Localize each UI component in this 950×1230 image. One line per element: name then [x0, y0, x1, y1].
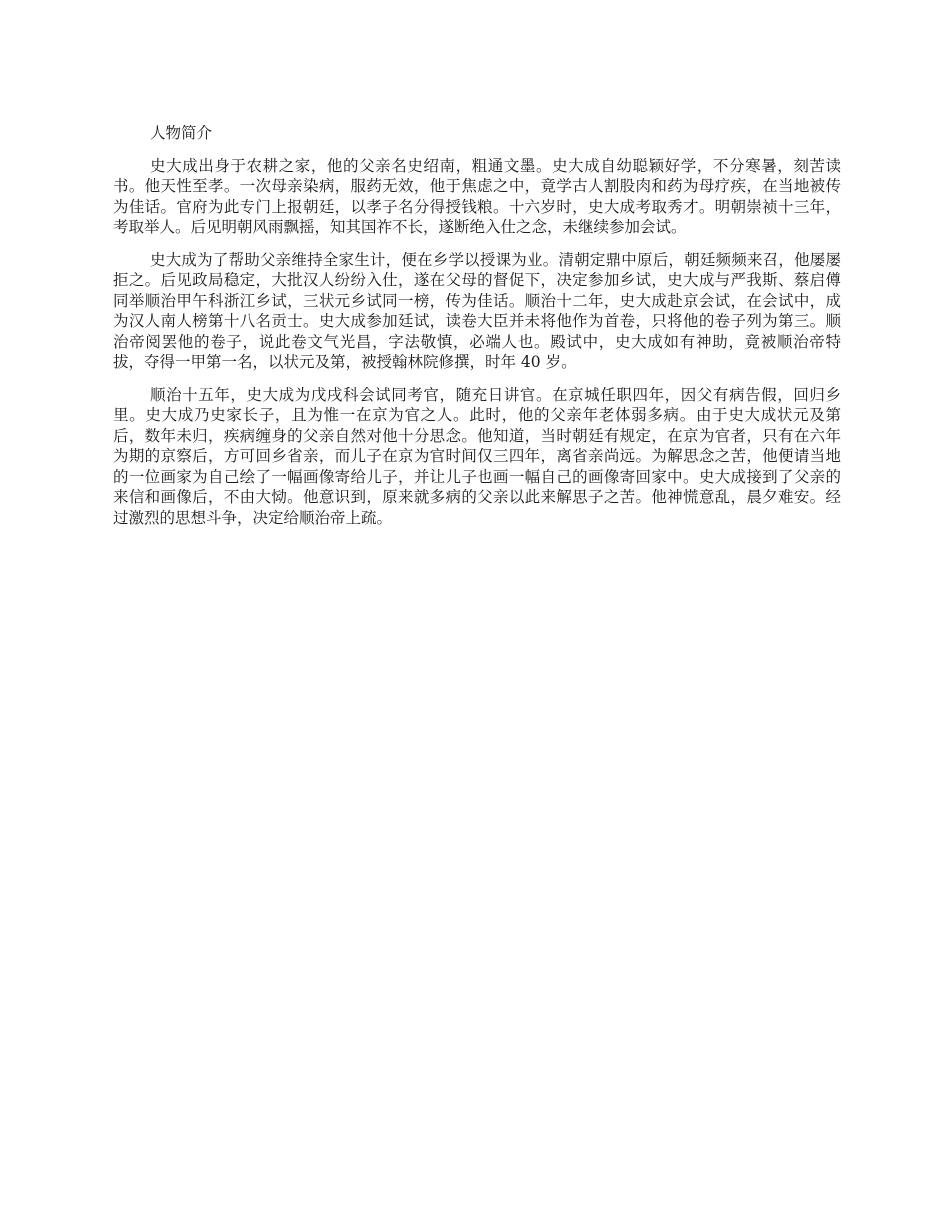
section-heading: 人物简介	[150, 124, 213, 142]
paragraph-examinations: 史大成为了帮助父亲维持全家生计，便在乡学以授课为业。清朝定鼎中原后，朝廷频频来召，他屡屡拒之。后见政局稳定，大批汉人纷纷入仕，遂在父母的督促下，决定参加乡试，史大成与严我斯、蔡启僔同举顺治甲午科浙江乡试，三状元乡试同一榜，传为佳话。顺治十二年，史大成赴京会试，在会试中，成为汉人南人榜第十八名贡士。史大成参加廷试，读卷大臣并未将他作为首卷，只将他的卷子列为第三。顺治帝阅罢他的卷子，说此卷文气光昌，字法敬慎，必端人也。殿试中，史大成如有神助，竟被顺治帝特拔，夺得一甲第一名，以状元及第，被授翰林院修撰，时年 40 岁。	[113, 250, 841, 371]
paragraph-official-career: 顺治十五年，史大成为戊戌科会试同考官，随充日讲官。在京城任职四年，因父有病告假，回归乡里。史大成乃史家长子，且为惟一在京为官之人。此时，他的父亲年老体弱多病。由于史大成状元及第后，数年未归，疾病缠身的父亲自然对他十分思念。他知道，当时朝廷有规定，在京为官者，只有在六年为期的京察后，方可回乡省亲，而儿子在京为官时间仅三四年，离省亲尚远。为解思念之苦，他便请当地的一位画家为自己绘了一幅画像寄给儿子，并让儿子也画一幅自己的画像寄回家中。史大成接到了父亲的来信和画像后，不由大恸。他意识到，原来就多病的父亲以此来解思子之苦。他神慌意乱，晨夕难安。经过激烈的思想斗争，决定给顺治帝上疏。	[113, 385, 841, 527]
document-page	[113, 123, 841, 540]
paragraph-early-life: 史大成出身于农耕之家，他的父亲名史绍南，粗通文墨。史大成自幼聪颖好学，不分寒暑，刻苦读书。他天性至孝。一次母亲染病，服药无效，他于焦虑之中，竟学古人割股肉和药为母疗疾，在当地被传为佳话。官府为此专门上报朝廷，以孝子名分得授钱粮。十六岁时，史大成考取秀才。明朝崇祯十三年，考取举人。后见明朝风雨飘摇，知其国祚不长，遂断绝入仕之念，未继续参加会试。	[113, 156, 841, 236]
